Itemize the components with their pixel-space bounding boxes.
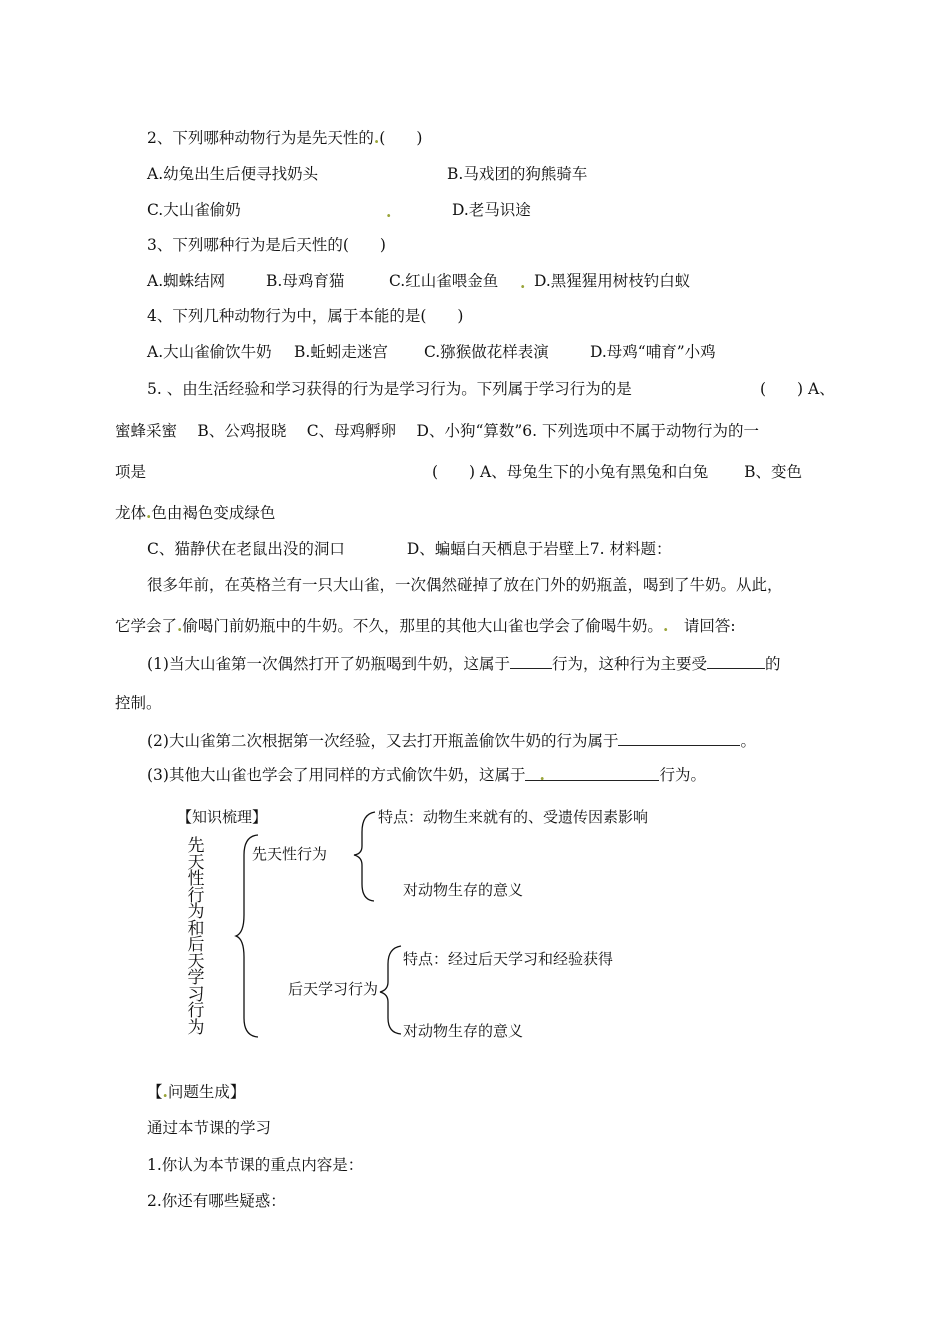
problems-intro: 通过本节课的学习 xyxy=(147,1119,272,1137)
q3-stem: 3、下列哪种行为是后天性的( ) xyxy=(147,236,386,254)
q4-stem: 4、下列几种动物行为中，属于本能的是( ) xyxy=(147,307,464,325)
q3-option-a: A.蜘蛛结网 xyxy=(147,272,226,290)
q3-option-d: D.黑猩猩用树枝钓白蚁 xyxy=(534,272,691,290)
q2-option-c: C.大山雀偷奶 xyxy=(147,201,241,219)
q2-stem: 2、下列哪种动物行为是先天性的.( ) xyxy=(147,128,423,147)
q4-option-c: C.猕猴做花样表演 xyxy=(424,343,549,361)
problems-heading: 【.问题生成】 xyxy=(147,1082,246,1101)
q6-line5: C、猫静伏在老鼠出没的洞口 D、蝙蝠白天栖息于岩壁上7. 材料题： xyxy=(147,540,672,558)
sub-question-1-tail: 控制。 xyxy=(115,694,162,712)
diagram-heading: 【知识梳理】 xyxy=(177,808,268,826)
q4-option-b: B.蚯蚓走迷宫 xyxy=(294,343,388,361)
learned-feature: 特点：经过后天学习和经验获得 xyxy=(403,950,614,968)
q5-line2: 蜜蜂采蜜 B、公鸡报晓 C、母鸡孵卵 D、小狗“算数”6. 下列选项中不属于动物行为的一 xyxy=(115,422,760,440)
learned-behavior-label: 后天学习行为 xyxy=(288,980,379,998)
stray-dot: . xyxy=(386,202,392,221)
q2-option-b: B.马戏团的狗熊骑车 xyxy=(447,165,588,183)
problem-1: 1.你认为本节课的重点内容是： xyxy=(147,1156,364,1174)
q4-option-d: D.母鸡“哺育”小鸡 xyxy=(590,343,716,361)
q5-line1-tail: ( ) A、 xyxy=(760,380,835,398)
brace-lines xyxy=(170,800,690,1050)
innate-behavior-label: 先天性行为 xyxy=(252,845,328,863)
material-line1: 很多年前，在英格兰有一只大山雀，一次偶然碰掉了放在门外的奶瓶盖，喝到了牛奶。从此， xyxy=(147,576,783,594)
innate-meaning: 对动物生存的意义 xyxy=(403,881,524,899)
sub-question-2: (2)大山雀第二次根据第一次经验，又去打开瓶盖偷饮牛奶的行为属于 。 xyxy=(147,732,756,750)
q6-line4: 龙体.色由褐色变成绿色 xyxy=(115,503,276,522)
innate-feature: 特点：动物生来就有的、受遗传因素影响 xyxy=(378,808,649,826)
q2-option-d: D.老马识途 xyxy=(452,201,531,219)
material-line2: 它学会了.偷喝门前奶瓶中的牛奶。不久，那里的其他大山雀也学会了偷喝牛奶。. 请回答: xyxy=(115,616,736,635)
sub-question-3: (3)其他大山雀也学会了用同样的方式偷饮牛奶，这属于 . 行为。 xyxy=(147,765,706,784)
stray-dot: . xyxy=(520,273,526,292)
q4-option-a: A.大山雀偷饮牛奶 xyxy=(147,343,272,361)
learned-meaning: 对动物生存的意义 xyxy=(403,1022,524,1040)
diagram-vertical-title: 先天性行为和后天学习行为 xyxy=(187,836,205,1038)
q6-line3-tail: ( ) A、母兔生下的小兔有黑兔和白兔 B、变色 xyxy=(432,463,803,481)
q3-option-c: C.红山雀喂金鱼 xyxy=(389,272,499,290)
sub-question-1: (1)当大山雀第一次偶然打开了奶瓶喝到牛奶，这属于 行为，这种行为主要受 的 xyxy=(147,655,781,673)
problem-2: 2.你还有哪些疑惑： xyxy=(147,1192,286,1210)
q2-option-a: A.幼兔出生后便寻找奶头 xyxy=(147,165,319,183)
q6-line3-head: 项是 xyxy=(115,463,147,481)
q3-option-b: B.母鸡育猫 xyxy=(266,272,345,290)
knowledge-diagram xyxy=(170,800,690,1050)
q5-line1: 5. 、由生活经验和学习获得的行为是学习行为。下列属于学习行为的是 xyxy=(147,380,632,398)
